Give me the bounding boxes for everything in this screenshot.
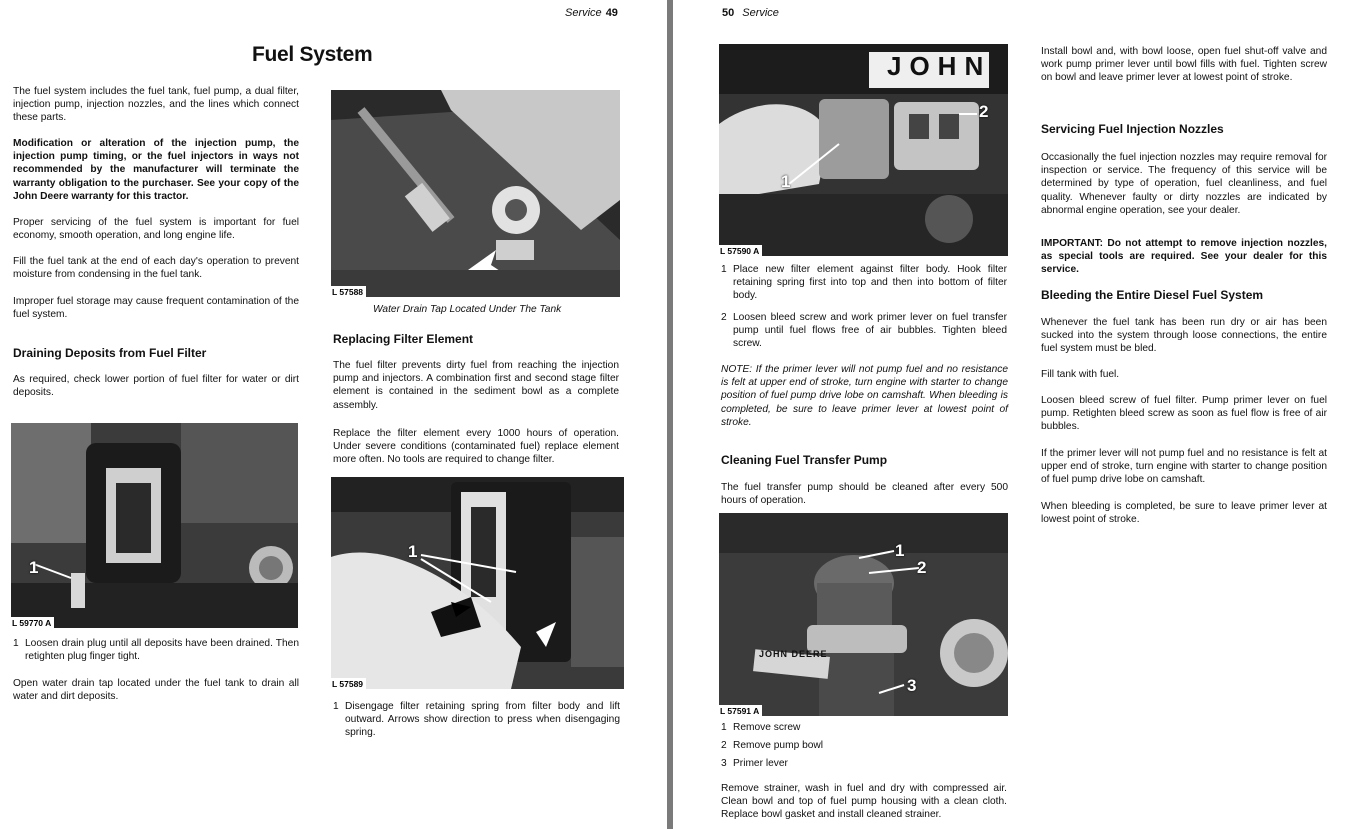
drain-tap-photo [331, 90, 620, 297]
warranty-warning: Modification or alteration of the injection pump, the injection pump timing, or the fuel injectors in ways not recommended by the manufacturer will terminate the warranty obligation to the purchaser. See your copy of the John Deere warranty for this tractor. [13, 138, 299, 202]
header-page-number: 49 [605, 7, 618, 19]
nozzles-text: Occasionally the fuel injection nozzles may require removal for inspection or service. The frequency of this service will be determined by type of operation, fuel cleanliness, and fuel quality. Whenever faulty or dirty nozzles are indicated by abnormal engine operation, see your dealer. [1041, 152, 1327, 216]
draining-text: As required, check lower portion of fuel filter for water or dirt deposits. [13, 374, 299, 399]
replacing-heading: Replacing Filter Element [333, 332, 474, 346]
bleeding-text-1: Whenever the fuel tank has been run dry or air has been sucked into the system through loose connections, the entire fuel system must be bled. [1041, 317, 1327, 355]
fuel-filter-photo [11, 423, 298, 628]
list-item: 3 Primer lever [721, 758, 788, 770]
right-page [673, 0, 1346, 829]
callout-1: 1 [895, 541, 905, 560]
callout-1: 1 [408, 542, 418, 561]
list-item: 2 Loosen bleed screw and work primer lever on fuel transfer pump until fuel flows free of air bubbles. Tighten bleed screw. [721, 311, 1007, 350]
fill-paragraph: Fill the fuel tank at the end of each day's operation to prevent moisture from condensing in the fuel tank. [13, 256, 299, 281]
primer-note: NOTE: If the primer lever will not pump fuel and no resistance is felt at upper end of stroke, turn engine with starter to change position of fuel pump drive lobe on camshaft. When bleeding is completed, be sure to leave primer lever at lowest point of stroke. [721, 364, 1008, 428]
filter-element-photo [719, 44, 1008, 256]
list-item: 1 Remove screw [721, 722, 801, 733]
list-item: 1 Loosen drain plug until all deposits have been drained. Then retighten plug finger tight. [13, 638, 299, 663]
replacing-text-1: The fuel filter prevents dirty fuel from reaching the injection pump and injectors. A combination first and second stage filter element is contained in the sediment bowl as a complete assembly. [333, 360, 619, 411]
engine-brand-text: JOHN DEERE [759, 649, 828, 659]
replacing-steps [333, 700, 620, 745]
install-bowl-paragraph: Install bowl and, with bowl loose, open fuel shut-off valve and work pump primer lever until bowl fills with fuel. Tighten screw on bowl and leave primer lever at lowest point of stroke. [1041, 46, 1327, 84]
photo-label: L 57588 [331, 286, 366, 297]
photo-label: L 57589 [331, 678, 366, 689]
header-section: Service [565, 7, 602, 19]
photo-label: L 57590 A [719, 245, 762, 256]
remove-strainer-paragraph: Remove strainer, wash in fuel and dry with compressed air. Clean bowl and top of fuel pump housing with a clean cloth. Replace bowl gasket and install cleaned strainer. [721, 783, 1007, 821]
draining-heading: Draining Deposits from Fuel Filter [13, 346, 207, 360]
open-tap-paragraph: Open water drain tap located under the fuel tank to drain all water and dirt deposits. [13, 678, 299, 703]
filter-replace-photo [331, 477, 624, 689]
intro-paragraph: The fuel system includes the fuel tank, fuel pump, a dual filter, injection pump, injection nozzles, and the lines which connect these parts. [13, 86, 299, 124]
callout-1: 1 [29, 558, 39, 577]
header-page-number: 50 [722, 7, 735, 19]
page-header-left [565, 7, 618, 19]
filter-steps [721, 263, 1007, 355]
john-deere-logo: JOHN [887, 51, 992, 81]
cleaning-heading: Cleaning Fuel Transfer Pump [721, 453, 888, 467]
pump-steps [721, 721, 1007, 776]
draining-steps [13, 637, 299, 668]
replacing-text-2: Replace the filter element every 1000 hours of operation. Under severe conditions (contaminated fuel) replace element more often. No tools are required to change filter. [333, 428, 619, 466]
callout-1: 1 [781, 172, 791, 191]
transfer-pump-photo [719, 513, 1008, 716]
servicing-paragraph: Proper servicing of the fuel system is important for fuel economy, smooth operation, and long engine life. [13, 217, 299, 242]
page-title: Fuel System [252, 43, 373, 66]
nozzles-important: IMPORTANT: Do not attempt to remove injection nozzles, as special tools are required. See your dealer for this service. [1041, 238, 1327, 276]
callout-2: 2 [917, 558, 927, 577]
header-section: Service [742, 7, 779, 19]
page-header-right [722, 7, 779, 19]
photo-label: L 59770 A [11, 617, 54, 628]
photo-label: L 57591 A [719, 705, 762, 716]
left-page [0, 0, 667, 829]
bleeding-text-2: Fill tank with fuel. [1041, 369, 1120, 380]
list-item: 1 Disengage filter retaining spring from filter body and lift outward. Arrows show direction to press when disengaging spring. [333, 701, 620, 739]
callout-3: 3 [907, 676, 917, 695]
list-item: 1 Place new filter element against filter body. Hook filter retaining spring first into top and then into bottom of filter body. [721, 264, 1007, 302]
bleeding-heading: Bleeding the Entire Diesel Fuel System [1041, 288, 1264, 302]
list-item: 2 Remove pump bowl [721, 740, 824, 752]
callout-2: 2 [979, 102, 989, 121]
bleeding-text-4: If the primer lever will not pump fuel and no resistance is felt at upper end of stroke, turn engine with starter to change position of fuel pump drive lobe on camshaft. [1041, 448, 1327, 486]
photo-caption: Water Drain Tap Located Under The Tank [373, 304, 562, 315]
bleeding-text-5: When bleeding is completed, be sure to leave primer lever at lowest point of stroke. [1041, 501, 1327, 526]
nozzles-heading: Servicing Fuel Injection Nozzles [1041, 122, 1224, 136]
bleeding-text-3: Loosen bleed screw of fuel filter. Pump primer lever on fuel pump. Retighten bleed screw as soon as fuel flow is free of air bubbles. [1041, 395, 1327, 433]
cleaning-text: The fuel transfer pump should be cleaned after every 500 hours of operation. [721, 482, 1008, 507]
storage-paragraph: Improper fuel storage may cause frequent contamination of the fuel system. [13, 296, 299, 321]
